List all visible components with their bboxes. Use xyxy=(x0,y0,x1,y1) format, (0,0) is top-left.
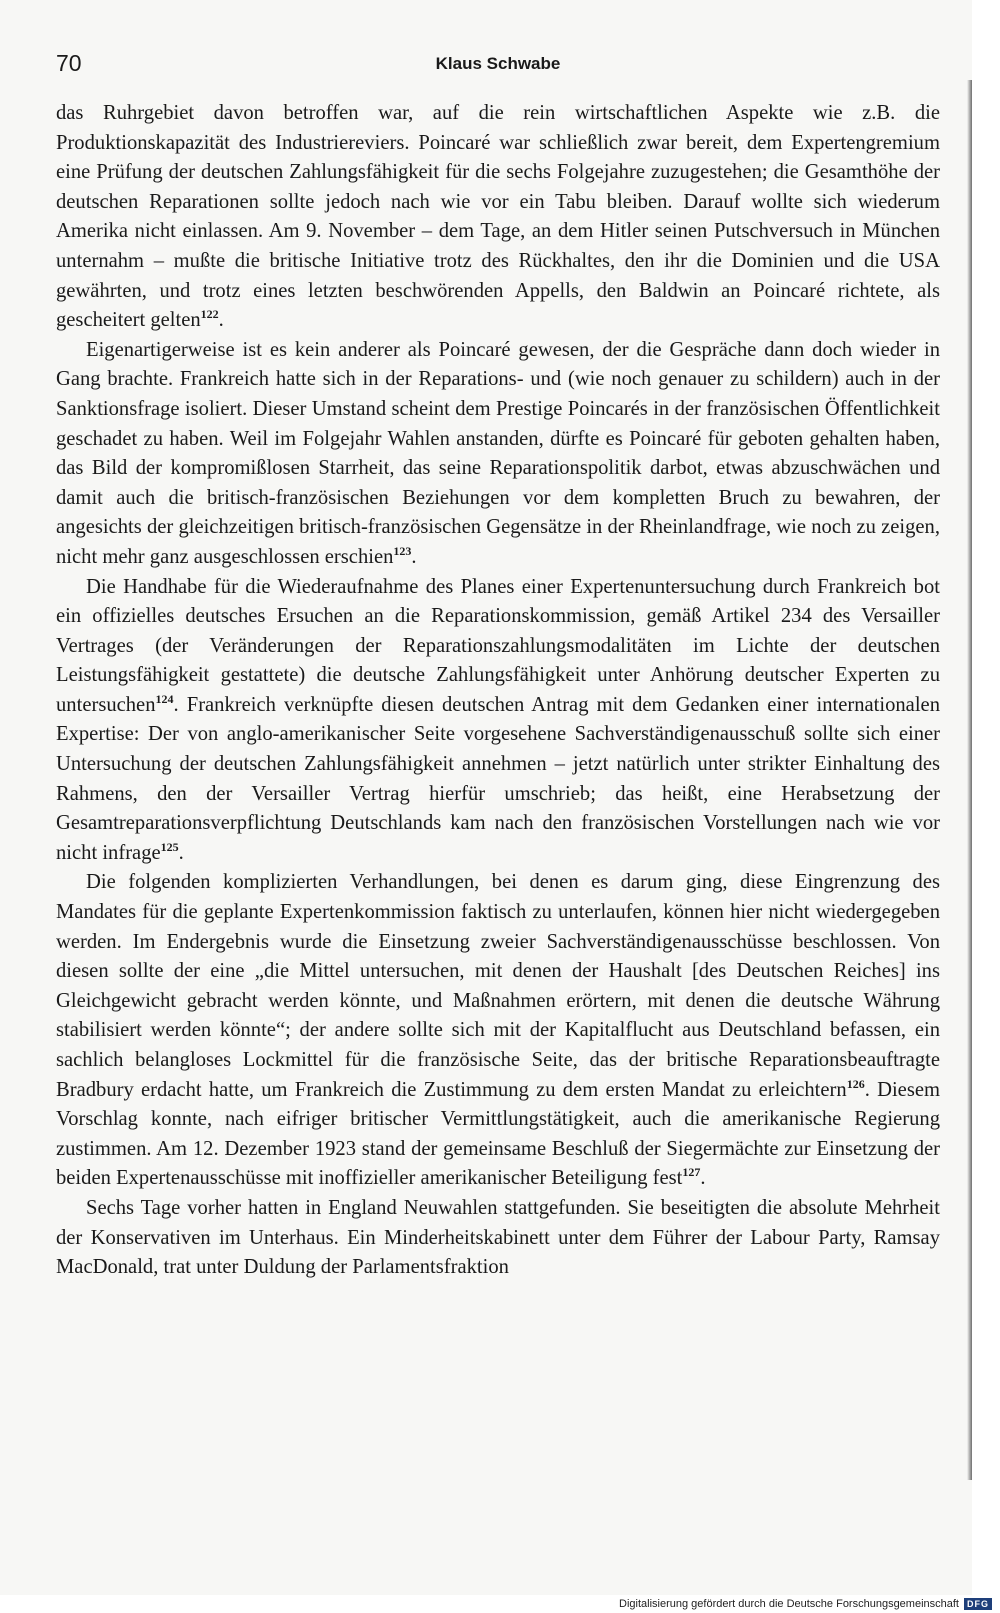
paragraph-text: Eigenartigerweise ist es kein anderer als Poincaré gewesen, der die Gespräche dann doch wieder in Gang brachte. Frankreich hatte sich in der Reparations- und (wie noch genauer zu schildern) auch in der Sanktionsfrage isoliert. Dieser Umstand scheint dem Prestige Poincarés in der französischen Öffentlichkeit geschadet zu haben. Weil im Folgejahr Wahlen anstanden, dürfte es Poincaré für geboten gehalten haben, das Bild der kompromißlosen Starrheit, das seine Reparationspolitik darbot, etwas abzuschwächen und damit auch die britisch-französischen Beziehungen vor dem kompletten Bruch zu bewahren, der angesichts der gleichzeitigen britisch-französischen Gegensätze in der Rheinlandfrage, wie noch zu zeigen, nicht mehr ganz ausgeschlossen erschien xyxy=(56,338,940,568)
page-edge-shadow xyxy=(967,80,972,1480)
paragraph-text: Die folgenden komplizierten Verhandlungen, bei denen es darum ging, diese Eingrenzung des Mandates für die geplante Expertenkommission faktisch zu unterlaufen, können hier nicht wiedergegeben werden. Im Endergebnis wurde die Einsetzung zweier Sachverständigenausschüsse beschlossen. Von diesen sollte der eine „die Mittel untersuchen, mit denen der Haushalt [des Deutschen Reiches] ins Gleichgewicht gebracht werden könnte, und Maßnahmen erörtern, mit denen die deutsche Währung stabilisiert werden könnte“; der andere sollte sich mit der Kapitalflucht aus Deutschland befassen, ein sachlich belangloses Lockmittel für die französische Seite, das der britische Reparationsbeauftragte Bradbury erdacht hatte, um Frankreich die Zustimmung zu dem ersten Mandat zu erleichtern xyxy=(56,871,940,1101)
page-number: 70 xyxy=(56,50,82,76)
paragraph-text: . xyxy=(411,545,417,568)
paragraph-text: . Diesem Vorschlag konnte, nach eifriger britischer Vermittlungstätigkeit, auch die amerikanische Regierung zustimmen. Am 12. Dezember 1923 stand der gemeinsame Beschluß der Siegermächte zur Einsetzung der beiden Expertenausschüsse mit inoffizieller amerikanischer Beteiligung fest xyxy=(56,1078,940,1190)
running-head: Klaus Schwabe xyxy=(435,54,561,73)
body-text xyxy=(56,99,940,1283)
footnote-reference: 123 xyxy=(393,543,412,558)
digitization-credit: Digitalisierung gefördert durch die Deutsche Forschungsgemeinschaft xyxy=(619,1598,959,1610)
dfg-logo: DFG xyxy=(964,1598,992,1610)
paragraph-text: . Frankreich verknüpfte diesen deutschen Antrag mit dem Gedanken einer internationalen Expertise: Der von anglo-amerikanischer Seite vorgesehene Sachverständigenausschuß sollte sich einer Untersuchung der deutschen Zahlungsfähigkeit annehmen – jetzt natürlich unter strikter Einhaltung des Rahmens, den der Versailler Vertrag hierfür umschrieb; das heißt, eine Herabsetzung der Gesamtreparationsverpflichtung Deutschlands kam nach den französischen Vorstellungen nach wie vor nicht infrage xyxy=(56,693,940,864)
footnote-reference: 124 xyxy=(155,691,174,706)
digitization-footer xyxy=(619,1596,992,1612)
paragraph-text: Die Handhabe für die Wiederaufnahme des Planes einer Expertenuntersuchung durch Frankreich bot ein offizielles deutsches Ersuchen an die Reparationskommission, gemäß Artikel 234 des Versailler Vertrages (der Veränderungen der Reparationszahlungsmodalitäten im Lichte der deutschen Leistungsfähigkeit gestattete) die deutsche Zahlungsfähigkeit unter Anhörung deutscher Experten zu untersuchen xyxy=(56,575,940,716)
paragraph xyxy=(56,868,940,1194)
paragraph-text: . xyxy=(700,1167,706,1190)
footnote-reference: 126 xyxy=(846,1076,865,1091)
footnote-reference: 125 xyxy=(160,839,179,854)
paragraph xyxy=(56,99,940,336)
paragraph-text: Sechs Tage vorher hatten in England Neuwahlen stattgefunden. Sie beseitigten die absolute Mehrheit der Konservativen im Unterhaus. Ein Minderheitskabinett unter dem Führer der Labour Party, Ramsay MacDonald, trat unter Duldung der Parlamentsfraktion xyxy=(56,1196,940,1279)
paragraph-text: . xyxy=(178,841,184,864)
footnote-reference: 127 xyxy=(682,1165,701,1180)
paragraph xyxy=(56,336,940,573)
footnote-reference: 122 xyxy=(200,307,219,322)
paragraph xyxy=(56,573,940,869)
paragraph xyxy=(56,1194,940,1283)
page-header xyxy=(56,50,940,80)
paragraph-text: das Ruhrgebiet davon betroffen war, auf die rein wirtschaftlichen Aspekte wie z.B. die Produktionskapazität des Industriereviers. Poincaré war schließlich zwar bereit, dem Expertengremium eine Prüfung der deutschen Zahlungsfähigkeit für die sechs Folgejahre zuzugestehen; die Gesamthöhe der deutschen Reparationen sollte jedoch nach wie vor ein Tabu bleiben. Darauf wollte sich wiederum Amerika nicht einlassen. Am 9. November – dem Tage, an dem Hitler seinen Putschversuch in München unternahm – mußte die britische Initiative trotz des Rückhaltes, den ihr die Dominien und die USA gewährten, und trotz eines letzten beschwörenden Appells, den Baldwin an Poincaré richtete, als gescheitert gelten xyxy=(56,102,940,332)
paragraph-text: . xyxy=(218,309,224,332)
